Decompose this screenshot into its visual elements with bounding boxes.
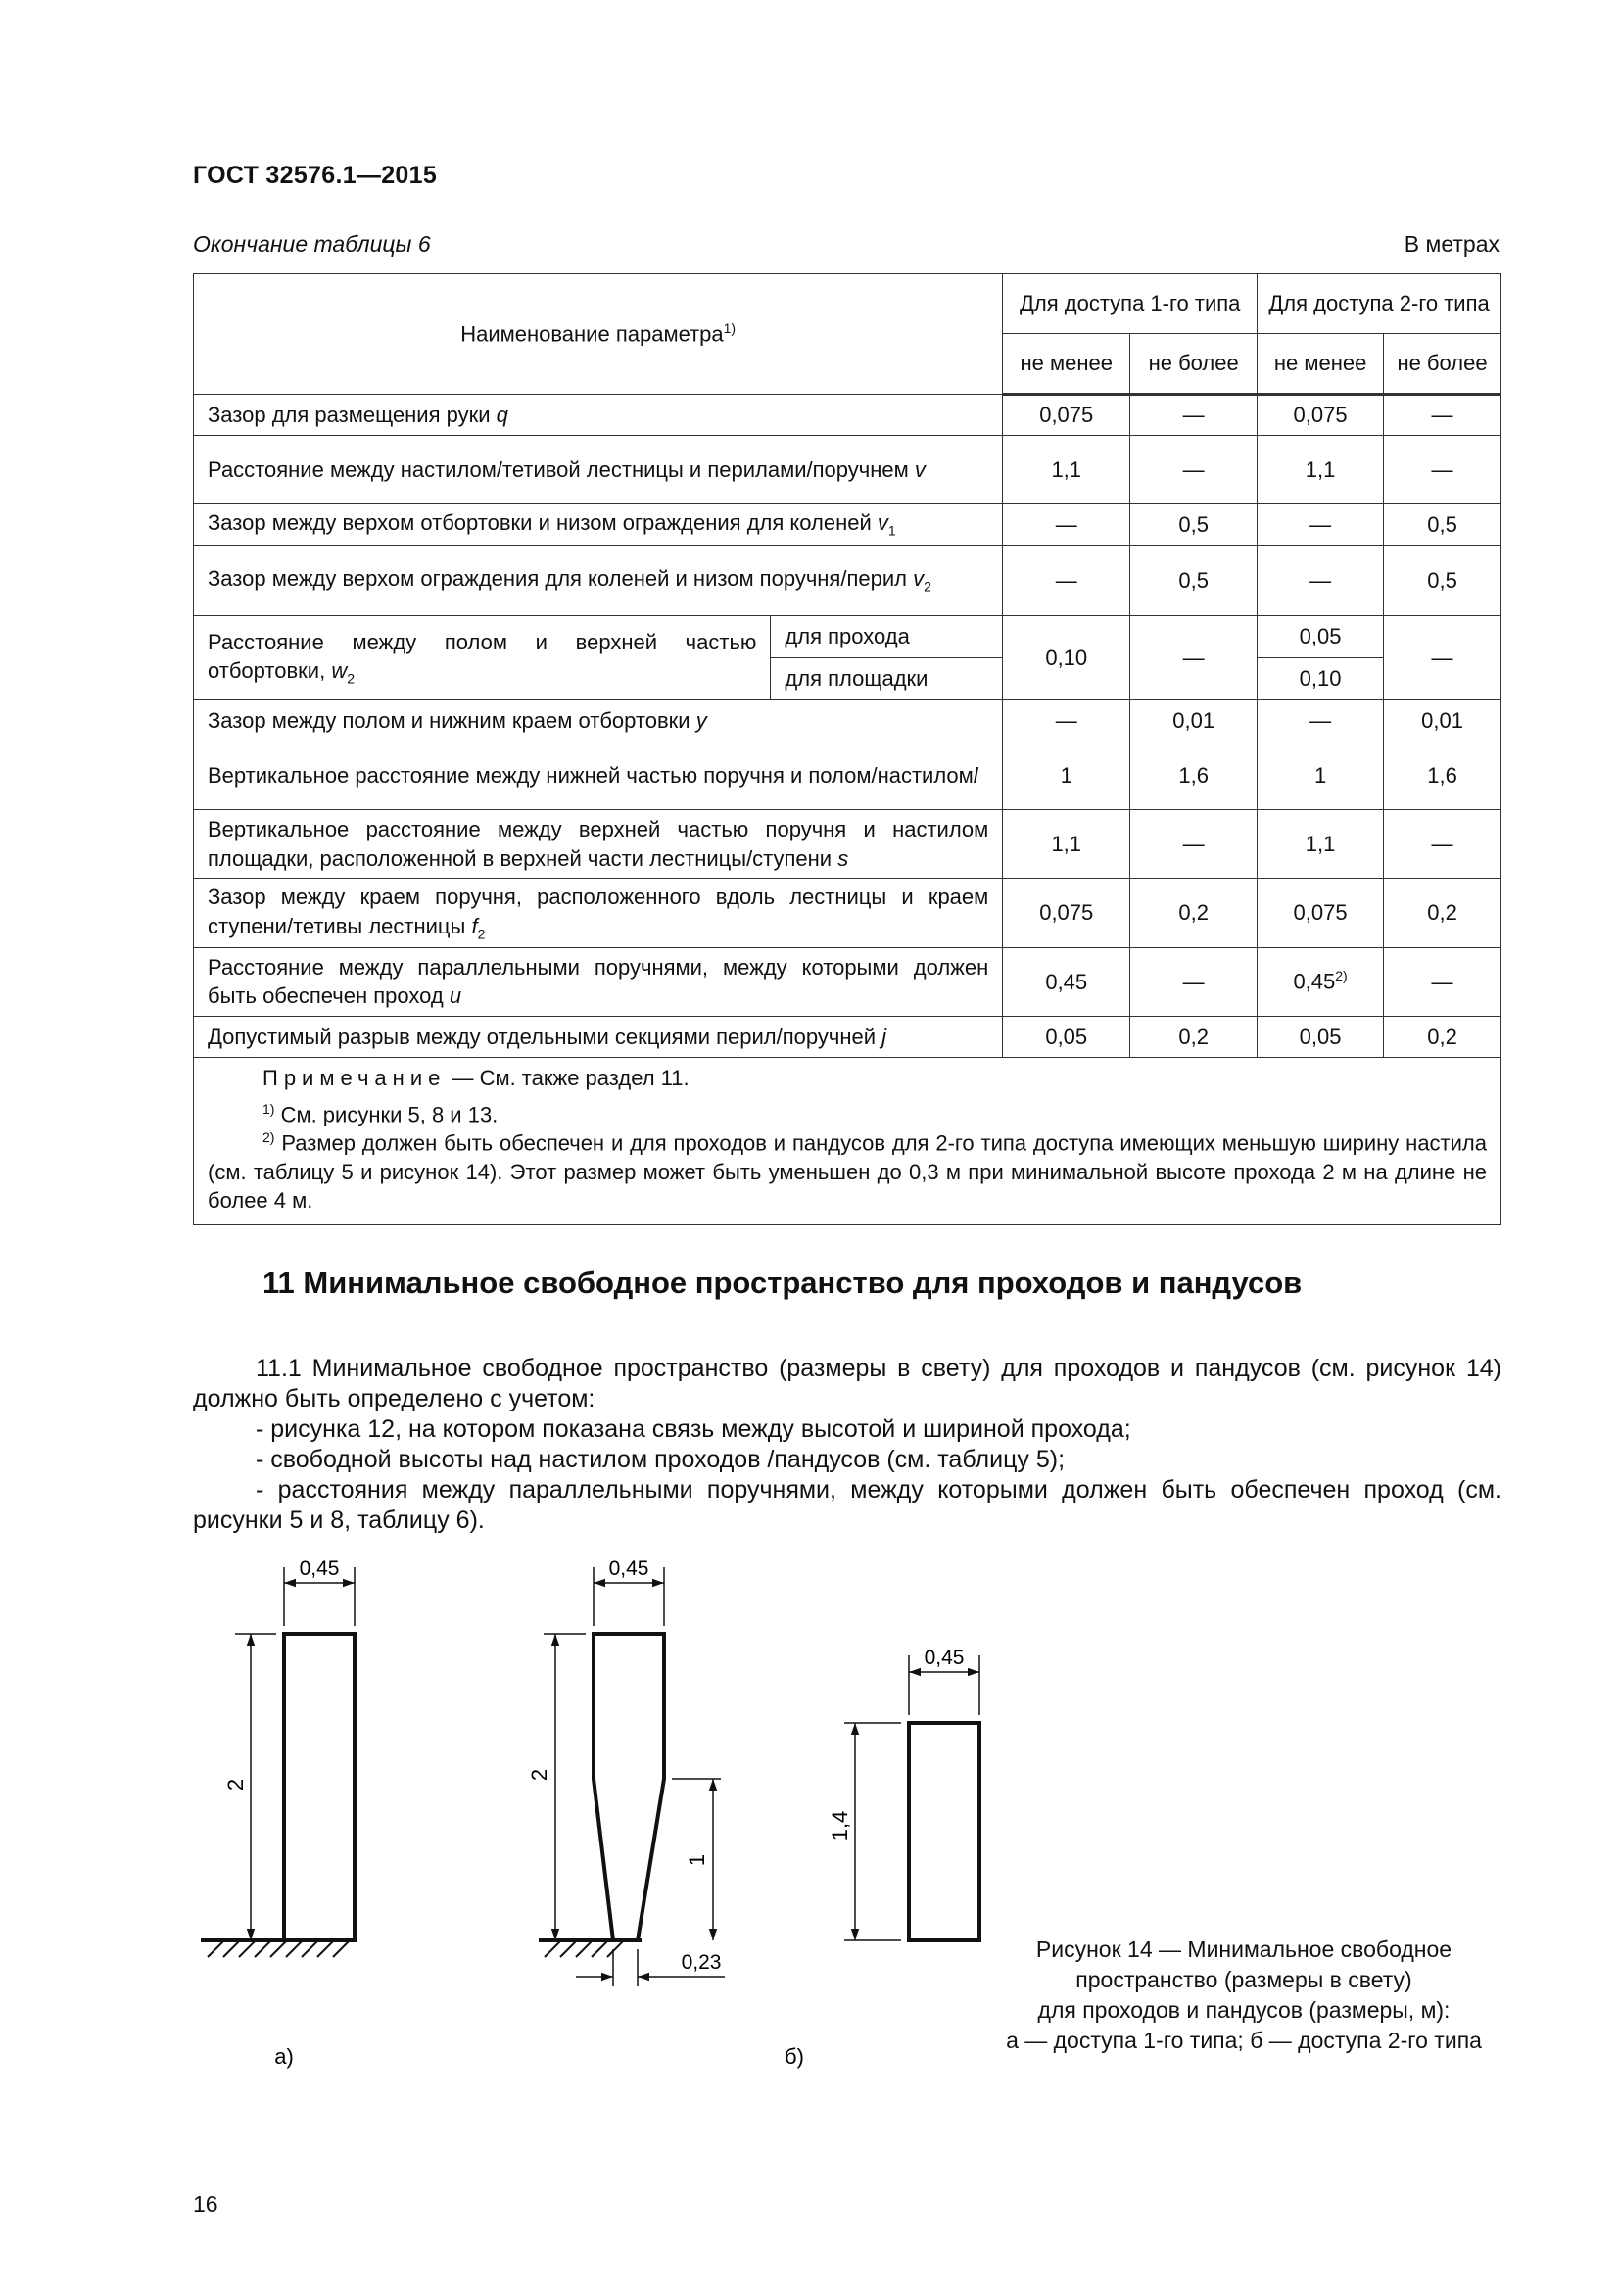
fig-b-mid-label: 1: [685, 1853, 709, 1867]
bullet-item: - свободной высоты над настилом проходов /пандусов (см. таблицу 5);: [256, 1446, 1066, 1473]
min-header: не менее: [1003, 334, 1130, 395]
fig-b-height-label: 2: [527, 1768, 551, 1782]
table-row: Допустимый разрыв между отдельными секциями перил/поручней j 0,05 0,2 0,05 0,2: [194, 1016, 1501, 1057]
fig-b-bottom-label: 0,23: [681, 1951, 722, 1974]
table-units-label: В метрах: [1404, 231, 1500, 257]
table-row: Расстояние между настилом/тетивой лестницы и перилами/поручнем v 1,1 — 1,1 —: [194, 436, 1501, 504]
fig-c-width-label: 0,45: [924, 1647, 965, 1669]
fig-b-label: б): [785, 2044, 804, 2069]
max-header: не более: [1384, 334, 1501, 395]
access2-header: Для доступа 2-го типа: [1258, 274, 1501, 334]
fig-b-width-label: 0,45: [608, 1557, 649, 1580]
access1-header: Для доступа 1-го типа: [1003, 274, 1258, 334]
fig-c-height-label: 1,4: [828, 1810, 852, 1842]
table-row: Вертикальное расстояние между верхней частью поручня и настилом площадки, расположенной в верхней части лестницы/ступени s 1,1 — 1,1 —: [194, 810, 1501, 879]
table-continuation-label: Окончание таблицы 6: [193, 231, 431, 257]
max-header: не более: [1130, 334, 1258, 395]
fig-a-width-label: 0,45: [299, 1557, 340, 1580]
figure-c-drawing: [844, 1655, 979, 1940]
figure-a-drawing: [201, 1567, 355, 1957]
section-title: 11 Минимальное свободное пространство для проходов и пандусов: [262, 1266, 1303, 1300]
footnote-1: $^{1)}$ См. рисунки 5, 8 и 13.: [262, 1101, 499, 1127]
bullet-item: - рисунка 12, на котором показана связь между высотой и шириной прохода;: [256, 1415, 1131, 1443]
fig-a-label: а): [274, 2044, 294, 2069]
paragraph-11-1: 11.1 Минимальное свободное пространство (размеры в свету) для проходов и пандусов (см. рисунок 14) должно быть определено с учетом:: [193, 1355, 1501, 1412]
bullet-item: - расстояния между параллельными поручнями, между которыми должен быть обеспечен проход (см. рисунки 5 и 8, таблицу 6).: [193, 1476, 1501, 1534]
table-row: Зазор между верхом ограждения для коленей и низом поручня/перил $v_2$ — 0,5 — 0,5: [194, 546, 1501, 616]
table-row: Зазор между краем поручня, расположенного вдоль лестницы и краем ступени/тетивы лестницы $f_2$ 0,075 0,2 0,075 0,2: [194, 879, 1501, 948]
footnote-2: $^{2)}$ Размер должен быть обеспечен и для проходов и пандусов для 2-го типа доступа имеющих меньшую ширину настила (см. таблицу 5 и рисунок 14). Этот размер может быть уменьшен до 0,3 м при минимальной высоте прохода 2 м на длине не более 4 м.: [208, 1129, 1487, 1213]
table-row: Вертикальное расстояние между нижней частью поручня и полом/настиломl 1 1,6 1 1,6: [194, 741, 1501, 810]
table-row: Зазор между полом и нижним краем отбортовки y — 0,01 — 0,01: [194, 700, 1501, 741]
table-note: Примечание — См. также раздел 11.: [262, 1065, 690, 1090]
fig-a-height-label: 2: [223, 1778, 248, 1792]
parameters-table: [193, 273, 1501, 1225]
document-header: ГОСТ 32576.1—2015: [193, 162, 438, 189]
table-row: Зазор между верхом отбортовки и низом ограждения для коленей $v_1$ — 0,5 — 0,5: [194, 504, 1501, 546]
table-row: для площадки 0,10: [194, 658, 1501, 700]
table-row: Расстояние между полом и верхней частью отбортовки, $w_2$ для прохода 0,10 — 0,05 —: [194, 616, 1501, 658]
figure-caption: Рисунок 14 — Минимальное свободное пространство (размеры в свету) для проходов и пандусов (размеры, м): а — доступа 1-го типа; б — доступа 2-го типа: [1006, 1937, 1482, 2053]
figure-b-drawing: [539, 1567, 725, 1986]
param-header: Наименование параметра$^{1)}$: [194, 274, 1003, 395]
table-row: Зазор для размещения руки q 0,075 — 0,075 —: [194, 395, 1501, 436]
table-notes: [194, 1057, 1501, 1224]
table-row: Расстояние между параллельными поручнями, между которыми должен быть обеспечен проход u 0,45 — 0,45$^{2)}$ —: [194, 947, 1501, 1016]
page-number: 16: [193, 2191, 218, 2217]
min-header: не менее: [1258, 334, 1384, 395]
